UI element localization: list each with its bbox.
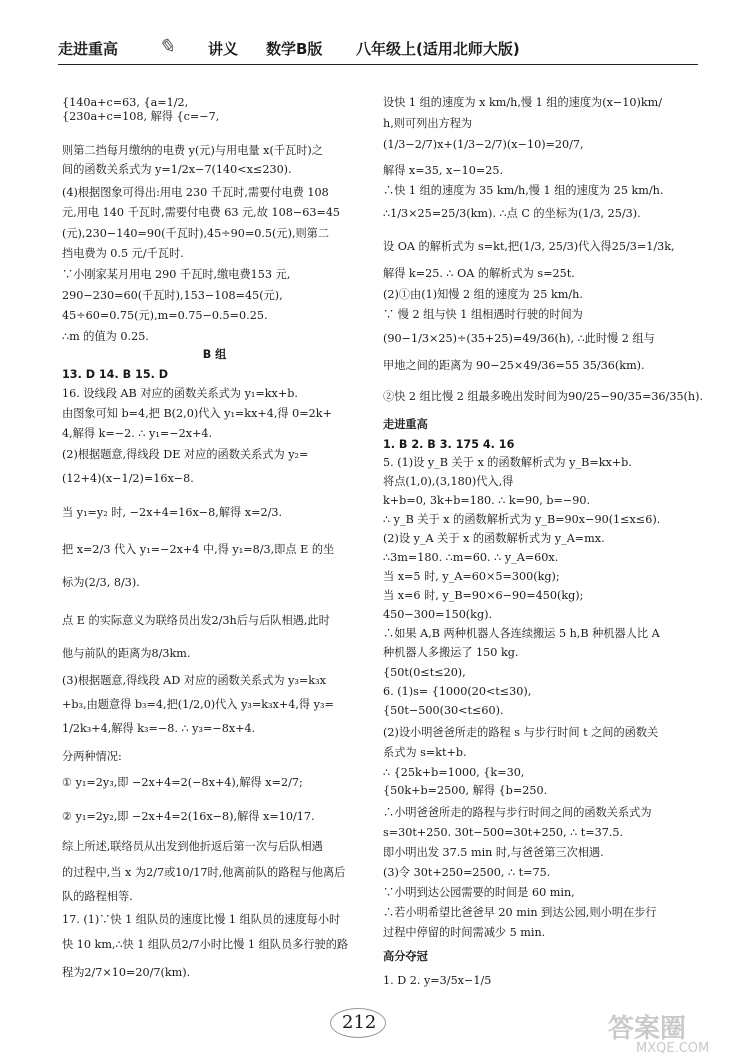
watermark-text: 答案圈 bbox=[608, 1014, 687, 1044]
brand-title: 走进重高 bbox=[58, 40, 119, 58]
text-line: k+b=0, 3k+b=180. ∴ k=90, b=−90. bbox=[383, 494, 591, 507]
watermark-url: MXQE.COM bbox=[636, 1041, 710, 1056]
text-line: (3)令 30t+250=2500, ∴ t=75. bbox=[383, 866, 551, 879]
text-line: 4,解得 k=−2. ∴ y₁=−2x+4. bbox=[62, 427, 213, 440]
text-line: 甲地之间的距离为 90−25×49/36=55 35/36(km). bbox=[383, 359, 645, 372]
text-line: 快 10 km,∴快 1 组队员2/7小时比慢 1 组队员多行驶的路 bbox=[62, 938, 349, 951]
text-line: 290−230=60(千瓦时),153−108=45(元), bbox=[62, 289, 283, 302]
text-line: ∴ {25k+b=1000, {k=30, bbox=[383, 766, 525, 779]
text-line: 1/2k₃+4,解得 k₃=−8. ∴ y₃=−8x+4. bbox=[62, 722, 256, 735]
text-line: (12+4)(x−1/2)=16x−8. bbox=[62, 472, 194, 485]
text-line: (2)设 y_A 关于 x 的函数解析式为 y_A=mx. bbox=[383, 532, 605, 545]
watermark-logo bbox=[608, 1008, 709, 1056]
text-line: (2)设小明爸爸所走的路程 s 与步行时间 t 之间的函数关 bbox=[383, 726, 659, 739]
text-line: 他与前队的距离为8/3km. bbox=[62, 647, 191, 660]
text-line: 间的函数关系式为 y=1/2x−7(140<x≤230). bbox=[62, 163, 292, 176]
text-line: {50t(0≤t≤20), bbox=[383, 666, 466, 679]
section-heading-zoujin: 走进重高 bbox=[383, 418, 428, 431]
section-heading-gaofen: 高分夺冠 bbox=[383, 950, 428, 963]
text-line: ② y₁=2y₂,即 −2x+4=2(16x−8),解得 x=10/17. bbox=[62, 810, 315, 823]
text-line: ∵ 慢 2 组与快 1 组相遇时行驶的时间为 bbox=[383, 308, 583, 321]
text-line: (2)根据题意,得线段 DE 对应的函数关系式为 y₂= bbox=[62, 448, 309, 461]
text-line: (元),230−140=90(千瓦时),45÷90=0.5(元),则第二 bbox=[62, 227, 330, 240]
text-line: 程为2/7×10=20/7(km). bbox=[62, 966, 191, 979]
text-line: 由图象可知 b=4,把 B(2,0)代入 y₁=kx+4,得 0=2k+ bbox=[62, 407, 332, 420]
text-line: ∵小明到达公园需要的时间是 60 min, bbox=[383, 886, 575, 899]
text-line: 的过程中,当 x 为2/7或10/17时,他离前队的路程与他离后 bbox=[62, 866, 346, 879]
text-line: +b₃,由题意得 b₃=4,把(1/2,0)代入 y₃=k₃x+4,得 y₃= bbox=[62, 698, 334, 711]
text-line: h,则可列出方程为 bbox=[383, 117, 473, 130]
text-line: 设 OA 的解析式为 s=kt,把(1/3, 25/3)代入得25/3=1/3k, bbox=[383, 240, 675, 253]
text-line: 即小明出发 37.5 min 时,与爸爸第三次相遇. bbox=[383, 846, 604, 859]
text-line: ∴1/3×25=25/3(km). ∴点 C 的坐标为(1/3, 25/3). bbox=[383, 207, 641, 220]
text-line: 把 x=2/3 代入 y₁=−2x+4 中,得 y₁=8/3,即点 E 的坐 bbox=[62, 543, 335, 556]
text-line: ∴小明爸爸所走的路程与步行时间之间的函数关系式为 bbox=[383, 806, 652, 819]
text-line: {50k+b=2500, 解得 {b=250. bbox=[383, 784, 548, 797]
page-header bbox=[58, 34, 698, 62]
text-line: 挡电费为 0.5 元/千瓦时. bbox=[62, 247, 184, 260]
answer-line: 13. D 14. B 15. D bbox=[62, 368, 169, 381]
text-line: ∴如果 A,B 两种机器人各连续搬运 5 h,B 种机器人比 A bbox=[383, 627, 660, 640]
page-number: 212 bbox=[342, 1012, 377, 1033]
text-line: 系式为 s=kt+b. bbox=[383, 746, 467, 759]
text-line: 45÷60=0.75(元),m=0.75−0.5=0.25. bbox=[62, 309, 268, 322]
text-line: (90−1/3×25)÷(35+25)=49/36(h), ∴此时慢 2 组与 bbox=[383, 332, 655, 345]
text-line: 6. (1)s= {1000(20<t≤30), bbox=[383, 685, 532, 698]
text-line: 当 x=5 时, y_A=60×5=300(kg); bbox=[383, 570, 560, 583]
text-line: 点 E 的实际意义为联络员出发2/3h后与后队相遇,此时 bbox=[62, 614, 330, 627]
text-line: (4)根据图象可得出:用电 230 千瓦时,需要付电费 108 bbox=[62, 186, 329, 199]
text-line: {140a+c=63, {a=1/2, bbox=[62, 96, 189, 109]
text-line: ②快 2 组比慢 2 组最多晚出发时间为90/25−90/35=36/35(h). bbox=[383, 390, 704, 403]
text-line: 元,用电 140 千瓦时,需要付电费 63 元,故 108−63=45 bbox=[62, 206, 341, 219]
header-rule bbox=[58, 64, 698, 65]
text-line: s=30t+250. 30t−500=30t+250, ∴ t=37.5. bbox=[383, 826, 624, 839]
text-line: 分两种情况: bbox=[62, 750, 122, 763]
grade-title: 八年级上(适用北师大版) bbox=[356, 40, 520, 58]
text-line: 种机器人多搬运了 150 kg. bbox=[383, 646, 519, 659]
answer-line: 1. B 2. B 3. 175 4. 16 bbox=[383, 438, 515, 451]
text-line: 解得 x=35, x−10=25. bbox=[383, 164, 504, 177]
text-line: 16. 设线段 AB 对应的函数关系式为 y₁=kx+b. bbox=[62, 387, 298, 400]
text-line: (2)①由(1)知慢 2 组的速度为 25 km/h. bbox=[383, 288, 583, 301]
text-line: 队的路程相等. bbox=[62, 890, 133, 903]
text-line: 解得 k=25. ∴ OA 的解析式为 s=25t. bbox=[383, 267, 575, 280]
text-line: {50t−500(30<t≤60). bbox=[383, 704, 504, 717]
text-line: 5. (1)设 y_B 关于 x 的函数解析式为 y_B=kx+b. bbox=[383, 456, 632, 469]
text-line: 综上所述,联络员从出发到他折返后第一次与后队相遇 bbox=[62, 840, 323, 853]
text-line: 450−300=150(kg). bbox=[383, 608, 493, 621]
subject-title: 数学B版 bbox=[266, 40, 323, 58]
text-line: ① y₁=2y₃,即 −2x+4=2(−8x+4),解得 x=2/7; bbox=[62, 776, 303, 789]
text-line: ∴ y_B 关于 x 的函数解析式为 y_B=90x−90(1≤x≤6). bbox=[383, 513, 661, 526]
text-line: (3)根据题意,得线段 AD 对应的函数关系式为 y₃=k₃x bbox=[62, 674, 326, 687]
text-line: 设快 1 组的速度为 x km/h,慢 1 组的速度为(x−10)km/ bbox=[383, 96, 663, 109]
text-line: {230a+c=108, 解得 {c=−7, bbox=[62, 110, 220, 123]
text-line: 当 y₁=y₂ 时, −2x+4=16x−8,解得 x=2/3. bbox=[62, 506, 283, 519]
text-line: 过程中停留的时间需减少 5 min. bbox=[383, 926, 546, 939]
series-title: 讲义 bbox=[208, 40, 239, 58]
text-line: ∴3m=180. ∴m=60. ∴ y_A=60x. bbox=[383, 551, 559, 564]
text-line: 1. D 2. y=3/5x−1/5 bbox=[383, 974, 492, 987]
text-line: 当 x=6 时, y_B=90×6−90=450(kg); bbox=[383, 589, 584, 602]
text-line: ∴若小明希望比爸爸早 20 min 到达公园,则小明在步行 bbox=[383, 906, 657, 919]
text-line: 将点(1,0),(3,180)代入,得 bbox=[383, 475, 514, 488]
section-heading-b: B 组 bbox=[202, 348, 227, 361]
text-line: 17. (1)∵快 1 组队员的速度比慢 1 组队员的速度每小时 bbox=[62, 913, 341, 926]
text-line: (1/3−2/7)x+(1/3−2/7)(x−10)=20/7, bbox=[383, 138, 584, 151]
text-line: 则第二挡每月缴纳的电费 y(元)与用电量 x(千瓦时)之 bbox=[62, 144, 323, 157]
text-line: ∴快 1 组的速度为 35 km/h,慢 1 组的速度为 25 km/h. bbox=[383, 184, 664, 197]
text-line: ∵小刚家某月用电 290 千瓦时,缴电费153 元, bbox=[62, 268, 291, 281]
text-line: 标为(2/3, 8/3). bbox=[62, 576, 140, 589]
text-line: ∴m 的值为 0.25. bbox=[62, 330, 149, 343]
signature-logo: ✎ bbox=[158, 34, 175, 58]
